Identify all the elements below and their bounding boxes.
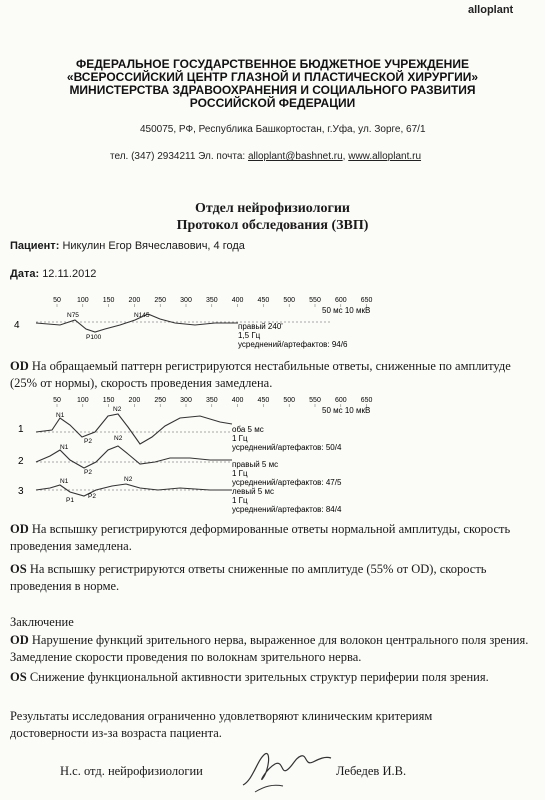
email-link[interactable]: alloplant@bashnet.ru [247,151,343,162]
tick-label: 600 [334,397,347,404]
website-link[interactable]: www.alloplant.ru [348,151,422,162]
contacts [110,151,421,162]
signer-name: Лебедев И.В. [336,764,407,778]
chart2-info3-eye: левый 5 мс [232,487,274,496]
eye-os-label: OS [10,562,27,576]
chart1-peak-n75: N75 [67,312,79,319]
tick-label: 450 [257,297,270,304]
tick-label: 50 [53,397,61,404]
tick-label: 300 [180,297,192,304]
date-label: Дата: [10,268,40,280]
tick-label: 250 [154,297,167,304]
tick-label: 300 [180,397,192,404]
finding-flash-os [10,561,535,595]
vep-chart-pattern [0,292,545,356]
tick-label: 150 [102,397,115,404]
department-title: Отдел нейрофизиологии [195,201,350,216]
chart2-peak-p1-c: P1 [66,497,74,504]
tick-label: 550 [309,297,321,304]
phone: тел. (347) 2934211 Эл. почта: [110,151,246,162]
tick-label: 600 [334,297,347,304]
chart2-peak-p2-c: P2 [88,493,96,500]
chart2-peak-n1-b: N1 [60,444,69,451]
chart2-trace-label-2: 2 [18,456,24,467]
contacts-separator: , [342,151,346,162]
tick-label: 50 [53,297,61,304]
patient-label: Пациент: [10,240,60,252]
eye-od-label: OD [10,359,29,373]
date-value: 12.11.2012 [42,268,97,280]
reliability-note: Результаты исследования ограниченно удовлетворяют клиническим критериям достоверности из-за возраста пациента. [10,709,433,740]
conclusion-od-text: Нарушение функций зрительного нерва, выраженное для волокон центрального поля зрения. Замедление скорости проведения по волокнам зрительного нерва. [10,633,529,664]
chart2-info1-avg: усреднений/артефактов: 50/4 [232,443,342,452]
chart2-peak-p2-a: P2 [84,438,92,445]
tick-label: 400 [231,297,244,304]
org-line-2: «ВСЕРОССИЙСКИЙ ЦЕНТР ГЛАЗНОЙ И ПЛАСТИЧЕСКОЙ ХИРУРГИИ» [66,70,479,84]
chart2-trace-label-3: 3 [18,486,24,497]
chart2-info1-eye: оба 5 мс [232,425,264,434]
patient-line [10,240,245,252]
chart1-info-eye: правый 240' [238,322,283,331]
chart2-peak-p2-b: P2 [84,469,92,476]
chart2-trace-label-1: 1 [18,424,24,435]
chart2-trace-1 [36,414,232,444]
tick-label: 500 [283,297,296,304]
chart2-info1-freq: 1 Гц [232,434,248,443]
tick-label: 250 [154,397,167,404]
eye-od-label: OD [10,633,29,647]
signer-position: Н.с. отд. нейрофизиологии [60,764,203,778]
finding-flash-od-text: На вспышку регистрируются деформированные ответы нормальной амплитуды, скорость проведения замедлена. [10,522,511,553]
vep-chart-flash [0,392,545,514]
chart1-info-freq: 1,5 Гц [238,331,261,340]
tick-label: 450 [257,397,270,404]
chart2-peak-n2-a: N2 [113,406,122,413]
handwritten-signature [235,740,335,795]
conclusion-os-text: Снижение функциональной активности зрительных структур периферии поля зрения. [29,670,489,684]
chart2-peak-n1-a: N1 [56,412,65,419]
chart2-info3-avg: усреднений/артефактов: 84/4 [232,505,342,514]
finding-pattern-text: На обращаемый паттерн регистрируются нестабильные ответы, сниженные по амплитуде (25% от нормы), скорость проведения замедлена. [10,359,511,390]
conclusion-od [10,632,535,666]
chart1-peak-n145: N145 [134,312,150,319]
chart1-trace-label: 4 [14,320,20,331]
chart2-peak-n2-b: N2 [114,435,123,442]
chart2-peak-n1-c: N1 [60,478,69,485]
protocol-title: Протокол обследования (ЗВП) [176,218,369,233]
patient-value: Никулин Егор Вячеславович, 4 года [62,240,245,252]
date-line [10,268,96,280]
tick-label: 650 [360,397,373,404]
chart1-scale: 50 мс 10 мкВ [322,306,371,315]
chart2-peak-n2-c: N2 [124,476,133,483]
org-line-3: МИНИСТЕРСТВА ЗДРАВООХРАНЕНИЯ И СОЦИАЛЬНОГО РАЗВИТИЯ [69,83,476,97]
tick-label: 350 [205,297,218,304]
tick-label: 100 [76,397,89,404]
tick-label: 500 [283,397,296,404]
tick-label: 200 [128,297,141,304]
chart2-scale: 50 мс 10 мкВ [322,406,371,415]
chart2-info2-freq: 1 Гц [232,469,248,478]
tick-label: 400 [231,397,244,404]
eye-od-label: OD [10,522,29,536]
tick-label: 650 [360,297,373,304]
org-line-4: РОССИЙСКОЙ ФЕДЕРАЦИИ [189,96,356,110]
tick-label: 150 [102,297,115,304]
chart1-peak-p100: P100 [86,334,102,341]
chart2-info2-avg: усреднений/артефактов: 47/5 [232,478,342,487]
brand-logo-text: alloplant [468,4,514,16]
eye-os-label: OS [10,670,27,684]
chart2-info2-eye: правый 5 мс [232,460,279,469]
conclusion-heading: Заключение [10,615,74,629]
finding-flash-os-text: На вспышку регистрируются ответы сниженные по амплитуде (55% от OD), скорость проведения в норме. [10,562,487,593]
chart2-info3-freq: 1 Гц [232,496,248,505]
tick-label: 350 [205,397,218,404]
org-line-1: ФЕДЕРАЛЬНОЕ ГОСУДАРСТВЕННОЕ БЮДЖЕТНОЕ УЧРЕЖДЕНИЕ [76,57,469,71]
tick-label: 200 [128,397,141,404]
finding-pattern-od [10,358,535,392]
conclusion-os [10,669,535,686]
chart1-info-avg: усреднений/артефактов: 94/6 [238,340,348,349]
tick-label: 100 [76,297,89,304]
tick-label: 550 [309,397,321,404]
address: 450075, РФ, Республика Башкортостан, г.Уфа, ул. Зорге, 67/1 [140,124,426,135]
finding-flash-od [10,521,535,555]
